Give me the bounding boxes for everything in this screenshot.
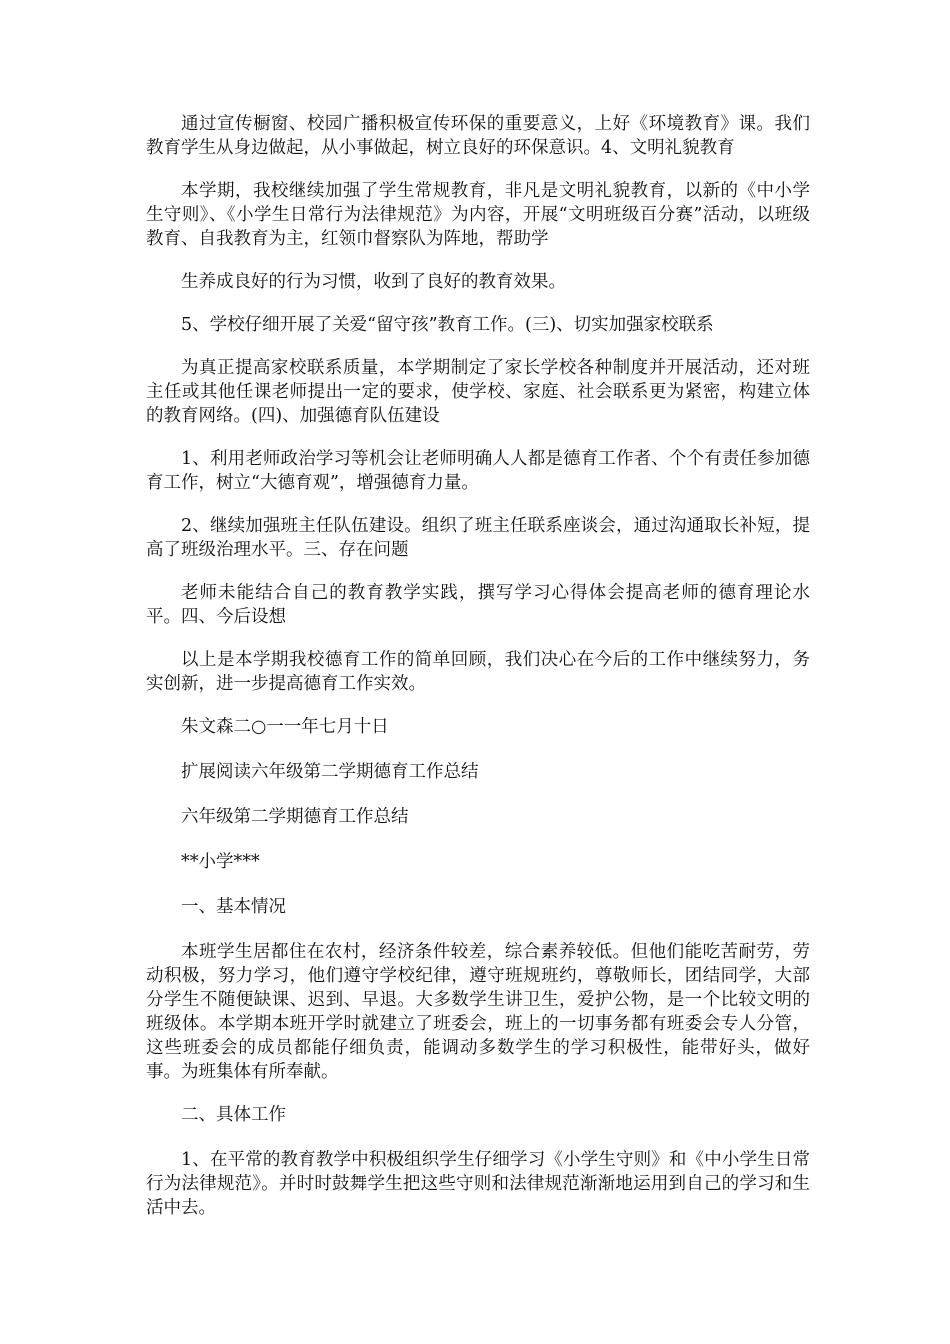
paragraph-home-school-contact: 为真正提高家校联系质量，本学期制定了家长学校各种制度并开展活动，还对班主任或其他任课老师提出一定的要求，使学校、家庭、社会联系更为紧密，构建立体的教育网络。(四)、加强德育队伍建设 bbox=[146, 358, 810, 426]
signature-date-line: 朱文森二○一一年七月十日 bbox=[181, 717, 389, 737]
paragraph-existing-problems: 老师未能结合自己的教育教学实践，撰写学习心得体会提高老师的德育理论水平。四、今后设想 bbox=[146, 583, 810, 627]
paragraph-class-teacher-team: 2、继续加强班主任队伍建设。组织了班主任联系座谈会，通过沟通取长补短，提高了班级治理水平。三、存在问题 bbox=[146, 516, 810, 560]
paragraph-good-habits: 生养成良好的行为习惯，收到了良好的教育效果。 bbox=[181, 272, 566, 292]
extended-reading-title: 扩展阅读六年级第二学期德育工作总结 bbox=[181, 762, 479, 782]
summary-title: 六年级第二学期德育工作总结 bbox=[181, 807, 409, 827]
paragraph-basic-situation: 本班学生居都住在农村，经济条件较差，综合素养较低。但他们能吃苦耐劳，劳动积极，努力学习，他们遵守学校纪律，遵守班规班约，尊敬师长，团结同学，大部分学生不随便缺课、迟到、早退。大多数学生讲卫生，爱护公物，是一个比较文明的班级体。本学期本班开学时就建立了班委会，班上的一切事务都有班委会专人分管，这些班委会的成员都能仔细负责，能调动多数学生的学习积极性，能带好头，做好事。为班集体有所奉献。 bbox=[146, 942, 810, 1082]
document-body bbox=[146, 112, 810, 1239]
paragraph-review: 以上是本学期我校德育工作的简单回顾，我们决心在今后的工作中继续努力，务实创新，进一步提高德育工作实效。 bbox=[146, 650, 810, 694]
paragraph-etiquette-education: 本学期，我校继续加强了学生常规教育，非凡是文明礼貌教育，以新的《中小学生守则》、《小学生日常行为法律规范》为内容，开展“文明班级百分赛”活动，以班级教育、自我教育为主，红领巾督察队为阵地，帮助学 bbox=[146, 181, 810, 249]
paragraph-environment-education: 通过宣传橱窗、校园广播积极宣传环保的重要意义，上好《环境教育》课。我们教育学生从身边做起，从小事做起，树立良好的环保意识。4、文明礼貌教育 bbox=[146, 114, 810, 158]
paragraph-specific-work-1: 1、在平常的教育教学中积极组织学生仔细学习《小学生守则》和《中小学生日常行为法律规范》。并时时鼓舞学生把这些守则和法律规范渐渐地运用到自己的学习和生活中去。 bbox=[146, 1150, 810, 1218]
section-heading-basic-situation: 一、基本情况 bbox=[181, 897, 286, 917]
paragraph-teacher-study: 1、利用老师政治学习等机会让老师明确人人都是德育工作者、个个有责任参加德育工作，树立“大德育观”，增强德育力量。 bbox=[146, 449, 810, 493]
school-name-line: **小学*** bbox=[181, 852, 260, 872]
paragraph-left-behind-children: 5、学校仔细开展了关爱“留守孩”教育工作。(三)、切实加强家校联系 bbox=[181, 315, 714, 335]
section-heading-specific-work: 二、具体工作 bbox=[181, 1105, 286, 1125]
